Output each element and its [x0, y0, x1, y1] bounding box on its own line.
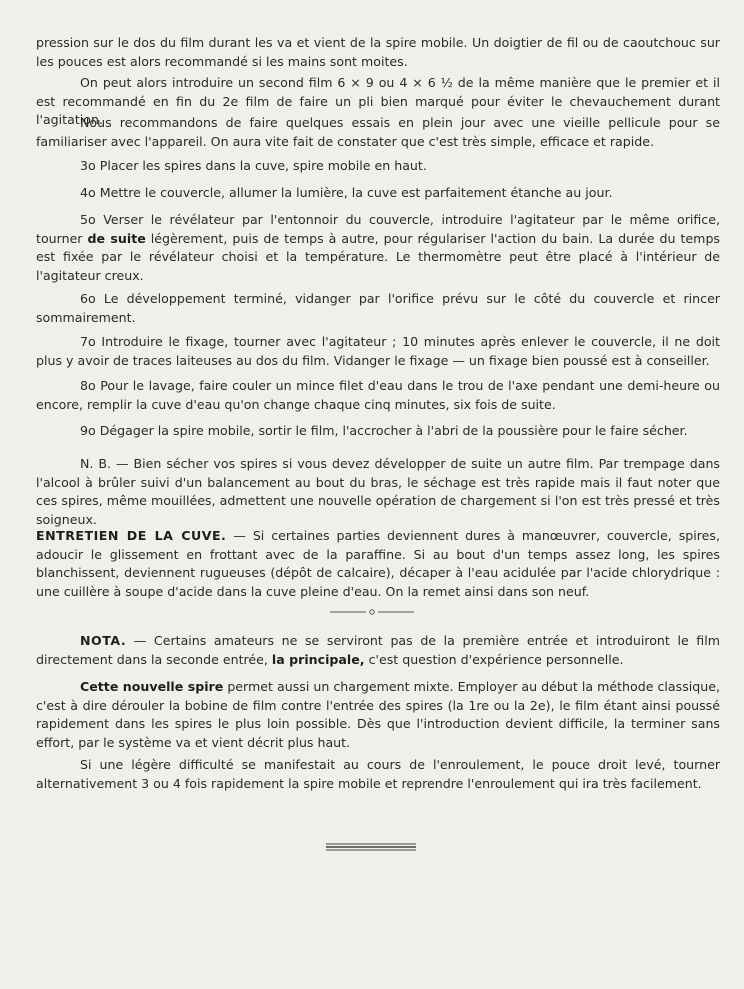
section-nota [36, 632, 720, 669]
closing-rule [326, 842, 416, 852]
note-nb: N. B. — Bien sécher vos spires si vous devez développer de suite un autre film. Par trempage dans l'alcool à brûler suivi d'un balancement au bout du bras, le séchage est très rapide mais il faut noter que ces spires, même mouillées, admettent une nouvelle opération de chargement si l'on est très pressé et très soigneux. [36, 456, 720, 527]
paragraph-second-film: On peut alors introduire un second film 6 × 9 ou 4 × 6 ½ de la même manière que le premier et il est recommandé en fin du 2e film de faire un pli bien marqué pour éviter le chevauchement durant l'agitation. [36, 75, 720, 127]
section-nota-title: NOTA. [80, 633, 127, 648]
section-entretien-body: — Si certaines parties deviennent dures à manœuvrer, couvercle, spires, adoucir le glissement en frottant avec de la paraffine. Si au bout d'un temps assez long, les spires blanchissent, deviennent rugueuses (dépôt de calcaire), décaper à l'eau acidulée par l'acide chlorydrique : une cuillère à soupe d'acide dans la cuve pleine d'eau. On la remet ainsi dans son neuf. [36, 528, 720, 599]
section-nota-emphasis: la principale, [271, 651, 365, 667]
step-5-text-c: légèrement, puis de temps à autre, pour régulariser l'action du bain. La durée du temps est fixée par le révélateur choisi et la température. Le thermomètre peut être placé à l'intérieur de l'agitateur creux. [36, 230, 720, 283]
paragraph-nouvelle-spire-title: Cette nouvelle spire [80, 679, 224, 694]
paragraph-spire-pression: pression sur le dos du film durant les va et vient de la spire mobile. Un doigtier de fil ou de caoutchouc sur les pouces est alors recommandé si les mains sont moites. [36, 35, 720, 69]
section-entretien [36, 527, 720, 601]
section-nota-text-a: — Certains amateurs ne se serviront pas de la première entrée et introduiront le film directement dans la seconde entrée, [36, 633, 720, 667]
step-6: 6o Le développement terminé, vidanger par l'orifice prévu sur le côté du couvercle et rincer sommairement. [36, 291, 720, 325]
step-5 [36, 211, 720, 285]
step-5-emphasis: de suite [87, 230, 146, 246]
paragraph-nouvelle-spire-body: permet aussi un chargement mixte. Employer au début la méthode classique, c'est à dire dérouler la bobine de film contre l'entrée des spires (la 1re ou la 2e), le film étant ainsi poussé rapidement dans les spires le plus loin possible. Dès que l'introduction devient difficile, la terminer sans effort, par le système va et vient décrit plus haut. [36, 679, 720, 750]
paragraph-nouvelle-spire [36, 678, 720, 752]
step-5-text-a: 5o Verser le révélateur par l'entonnoir du couvercle, introduire l'agitateur par le même orifice, tourner [36, 212, 720, 246]
step-4: 4o Mettre le couvercle, allumer la lumière, la cuve est parfaitement étanche au jour. [80, 185, 613, 200]
step-3: 3o Placer les spires dans la cuve, spire mobile en haut. [80, 158, 427, 173]
step-7: 7o Introduire le fixage, tourner avec l'agitateur ; 10 minutes après enlever le couvercle, il ne doit plus y avoir de traces laiteuses au dos du film. Vidanger le fixage — un fixage bien poussé est à conseiller. [36, 334, 720, 368]
ornament-divider [330, 608, 414, 616]
paragraph-essais: Nous recommandons de faire quelques essais en plein jour avec une vieille pellicule pour se familiariser avec l'appareil. On aura vite fait de constater que c'est très simple, efficace et rapide. [36, 115, 720, 149]
section-nota-text-c: c'est question d'expérience personnelle. [364, 651, 624, 667]
paragraph-difficulte: Si une légère difficulté se manifestait au cours de l'enroulement, le pouce droit levé, tourner alternativement 3 ou 4 fois rapidement la spire mobile et reprendre l'enroulement qui ira très facilement. [36, 757, 720, 791]
step-9: 9o Dégager la spire mobile, sortir le film, l'accrocher à l'abri de la poussière pour le faire sécher. [80, 423, 688, 438]
step-8: 8o Pour le lavage, faire couler un mince filet d'eau dans le trou de l'axe pendant une demi-heure ou encore, remplir la cuve d'eau qu'on change chaque cinq minutes, six fois de suite. [36, 378, 720, 412]
section-entretien-title: ENTRETIEN DE LA CUVE. [36, 528, 227, 543]
